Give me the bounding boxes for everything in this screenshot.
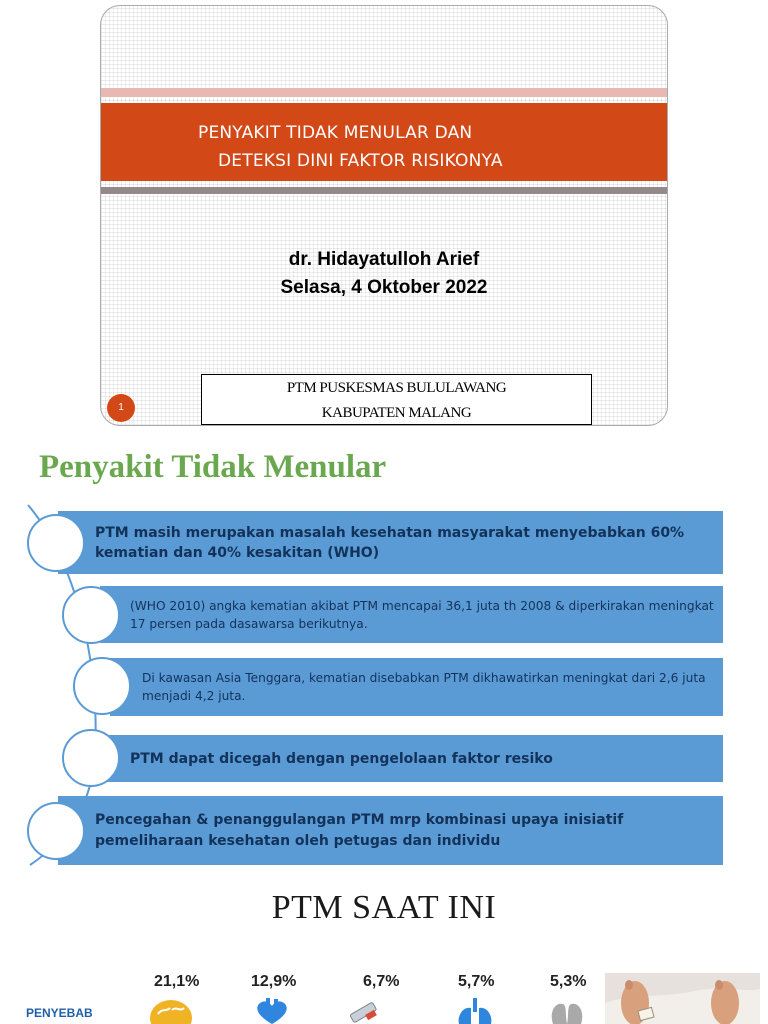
bullet-circle bbox=[62, 586, 120, 644]
organization-line2: KABUPATEN MALANG bbox=[321, 405, 472, 421]
decorative-stripe bbox=[101, 187, 667, 194]
syringe-icon bbox=[346, 998, 386, 1024]
organization-box bbox=[201, 374, 592, 425]
section-title: Penyakit Tidak Menular bbox=[39, 449, 387, 485]
photo-image bbox=[605, 973, 760, 1024]
slide-number-badge: 1 bbox=[107, 394, 135, 422]
stat-value: 21,1% bbox=[154, 973, 200, 990]
list-item bbox=[110, 658, 723, 716]
title-slide bbox=[100, 5, 668, 426]
decorative-stripe bbox=[101, 88, 667, 97]
presentation-date: Selasa, 4 Oktober 2022 bbox=[280, 277, 488, 298]
list-item-text: (WHO 2010) angka kematian akibat PTM mencapai 36,1 juta th 2008 & diperkirakan meningkat 17 persen pada dasawarsa berikutnya. bbox=[130, 598, 714, 631]
row-label: PENYEBAB bbox=[26, 1006, 93, 1020]
stat-value: 5,7% bbox=[458, 973, 495, 990]
stat-value: 5,3% bbox=[550, 973, 587, 990]
brain-icon bbox=[148, 998, 194, 1024]
bullet-circle bbox=[27, 802, 85, 860]
list-item bbox=[100, 735, 723, 782]
bullet-circle bbox=[27, 514, 85, 572]
list-item bbox=[58, 796, 723, 865]
lungs-icon bbox=[455, 998, 495, 1024]
list-item-text: Di kawasan Asia Tenggara, kematian disebabkan PTM dikhawatirkan meningkat dari 2,6 juta menjadi 4,2 juta. bbox=[142, 671, 706, 703]
section-title: PTM SAAT INI bbox=[271, 889, 497, 926]
bullet-circle bbox=[62, 729, 120, 787]
list-item-text: PTM dapat dicegah dengan pengelolaan faktor resiko bbox=[130, 750, 553, 767]
list-item bbox=[100, 586, 723, 643]
heart-icon bbox=[252, 998, 292, 1024]
kidney-icon bbox=[547, 998, 587, 1024]
author-name: dr. Hidayatulloh Arief bbox=[288, 249, 480, 270]
stat-value: 6,7% bbox=[363, 973, 400, 990]
feet-illustration bbox=[605, 973, 760, 1024]
slide-title-line1: PENYAKIT TIDAK MENULAR DAN bbox=[198, 123, 473, 143]
list-item-text: PTM masih merupakan masalah kesehatan masyarakat menyebabkan 60% kematian dan 40% kesakitan (WHO) bbox=[95, 524, 685, 561]
list-item bbox=[58, 511, 723, 574]
list-item-text: Pencegahan & penanggulangan PTM mrp kombinasi upaya inisiatif pemeliharaan kesehatan oleh petugas dan individu bbox=[95, 811, 624, 849]
bullet-circle bbox=[73, 657, 131, 715]
stat-value: 12,9% bbox=[251, 973, 297, 990]
organization-line1: PTM PUSKESMAS BULULAWANG bbox=[286, 380, 507, 396]
slide-title-line2: DETEKSI DINI FAKTOR RISIKONYA bbox=[218, 151, 503, 171]
